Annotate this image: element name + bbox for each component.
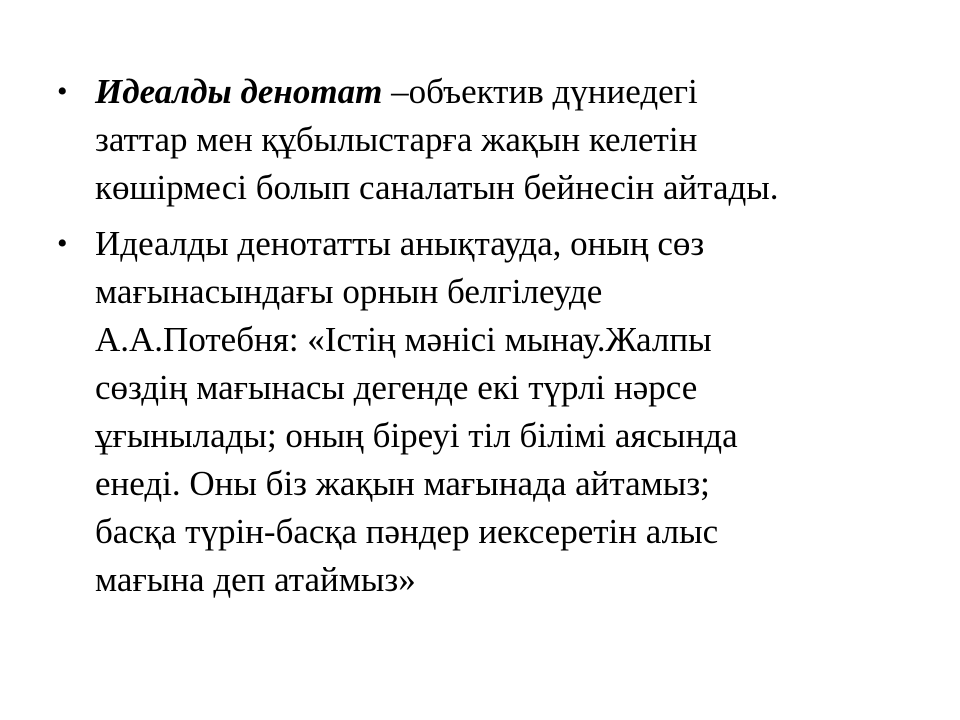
bullet-text-line: А.А.Потебня: «Істің мәнісі мынау.Жалпы xyxy=(95,320,712,359)
bullet-point-icon: • xyxy=(57,75,68,108)
bullet-text-line: Идеалды денотатты анықтауда, оның сөз xyxy=(95,224,705,263)
defined-term: Идеалды денотат xyxy=(95,72,383,111)
bullet-text-line: сөздің мағынасы дегенде екі түрлі нәрсе xyxy=(95,368,698,407)
bullet-text-line: көшірмесі болып саналатын бейнесін айтады. xyxy=(95,168,779,207)
bullet-point-icon: • xyxy=(57,227,68,260)
definition-text: –объектив дүниедегі xyxy=(382,72,698,111)
bullet-text-line: мағынасындағы орнын белгілеуде xyxy=(95,272,603,311)
bullet-text-line: енеді. Оны біз жақын мағынада айтамыз; xyxy=(95,464,710,503)
bullet-text-line: ұғынылады; оның біреуі тіл білімі аясында xyxy=(95,416,738,455)
bullet-text-line xyxy=(95,68,698,116)
bullet-text-line: мағына деп атаймыз» xyxy=(95,560,416,599)
bullet-text-line: заттар мен құбылыстарға жақын келетін xyxy=(95,120,698,159)
bullet-text-line: басқа түрін-басқа пәндер иексеретін алыс xyxy=(95,512,719,551)
